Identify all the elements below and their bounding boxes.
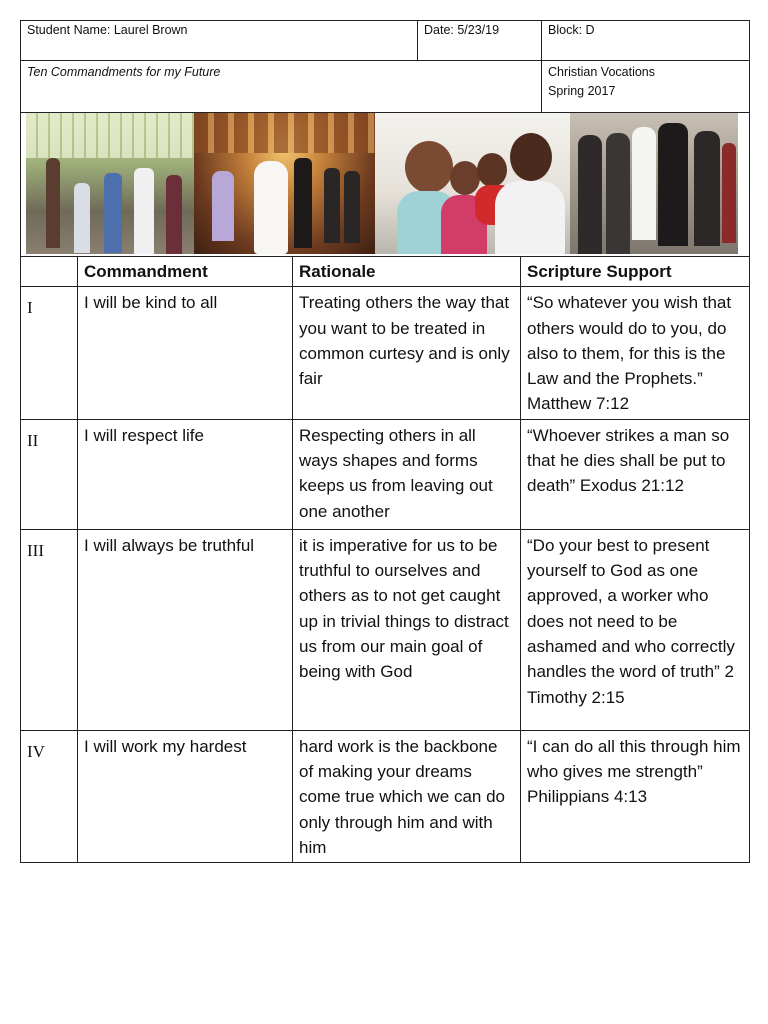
table-row [21,529,750,730]
scripture-cell: “Whoever strikes a man so that he dies shall be put to death” Exodus 21:12 [521,419,750,529]
student-name: Student Name: Laurel Brown [21,21,418,61]
scripture-cell: “Do your best to present yourself to God as one approved, a worker who does not need to be ashamed and who correctly handles the word of truth” 2 Timothy 2:15 [521,529,750,730]
rationale-cell: it is imperative for us to be truthful to ourselves and others as to not get caught up in trivial things to distract us from our main goal of being with God [293,529,521,730]
column-header-commandment: Commandment [78,257,293,287]
row-number: III [21,529,78,730]
table-header-row [21,257,750,287]
commandment-cell: I will respect life [78,419,293,529]
family-photo [375,113,570,254]
rationale-cell: Respecting others in all ways shapes and forms keeps us from leaving out one another [293,419,521,529]
column-header-scripture: Scripture Support [521,257,750,287]
course-term: Spring 2017 [548,84,616,98]
wedding-photo [194,113,375,254]
commandment-cell: I will always be truthful [78,529,293,730]
block-field: Block: D [542,21,750,61]
rationale-cell: Treating others the way that you want to be treated in common curtesy and is only fair [293,287,521,419]
row-number: IV [21,730,78,862]
photo-banner [21,113,750,257]
scripture-cell: “I can do all this through him who gives me strength” Philippians 4:13 [521,730,750,862]
table-row [21,730,750,862]
commandment-cell: I will be kind to all [78,287,293,419]
commandment-cell: I will work my hardest [78,730,293,862]
course-name: Christian Vocations [548,65,656,79]
document-title: Ten Commandments for my Future [21,61,542,113]
table-row [21,419,750,529]
row-number: I [21,287,78,419]
commandments-table [20,256,750,863]
column-header-rationale: Rationale [293,257,521,287]
rationale-cell: hard work is the backbone of making your dreams come true which we can do only through him and with him [293,730,521,862]
header-table [20,20,750,257]
scripture-cell: “So whatever you wish that others would do to you, do also to them, for this is the Law and the Prophets.” Matthew 7:12 [521,287,750,419]
worksheet [20,20,749,863]
column-header [21,257,78,287]
clergy-photo [570,113,738,254]
course-info [542,61,750,113]
date-field: Date: 5/23/19 [418,21,542,61]
children-photo [26,113,194,254]
table-row [21,287,750,419]
row-number: II [21,419,78,529]
